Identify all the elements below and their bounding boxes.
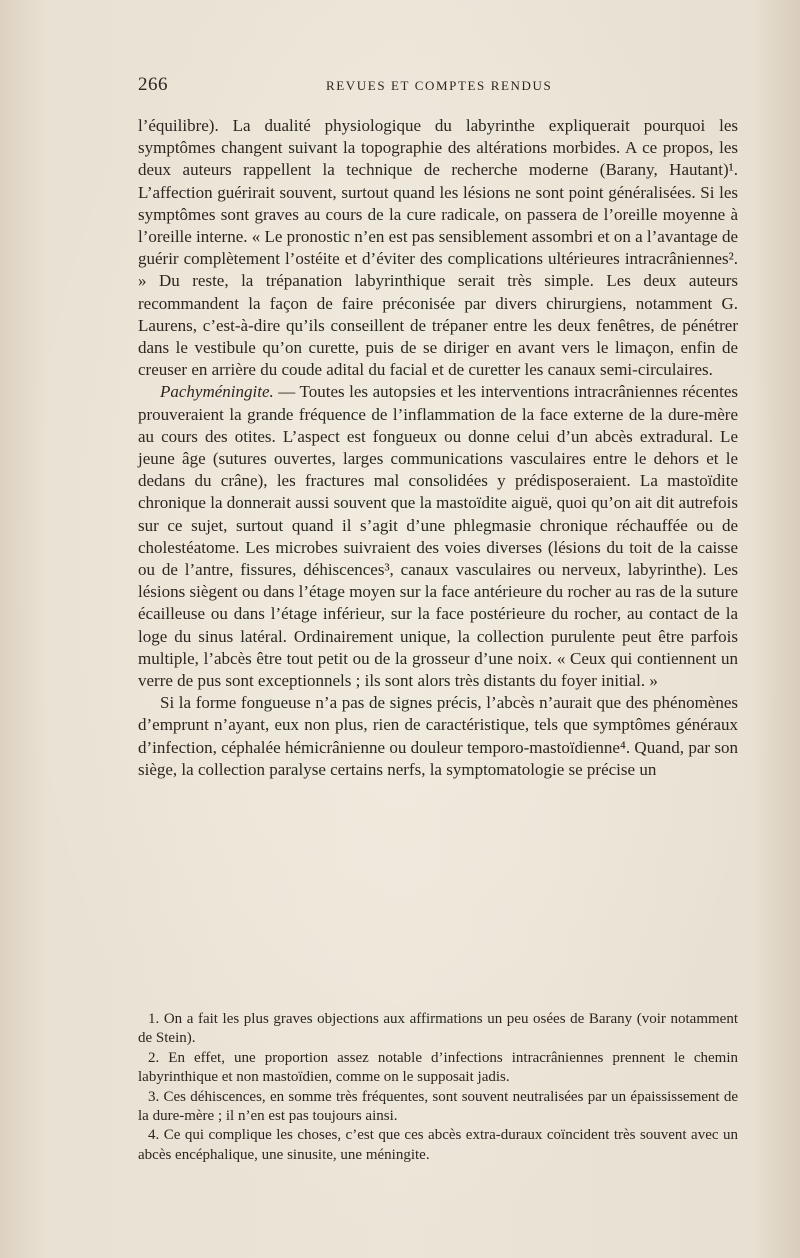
paragraph-1: l’équilibre). La dualité physiologique du labyrinthe expliquerait pourquoi les symptômes changent suivant la topographie des altérations morbides. A ce propos, les deux auteurs rappellent la technique de recherche moderne (Barany, Hautant)¹. L’affection guérirait souvent, surtout quand les lésions ne sont point généralisées. Si les symptômes sont graves au cours de la cure radicale, on passera de l’oreille moyenne à l’oreille interne. « Le pronostic n’en est pas sensiblement assombri et on a l’avantage de guérir complètement l’ostéite et d’éviter des complications ultérieures intracrâniennes². » Du reste, la trépanation labyrinthique serait très simple. Les deux auteurs recommandent la façon de faire préconisée par divers chirurgiens, notamment G. Laurens, c’est-à-dire qu’ils conseillent de trépaner entre les deux fenêtres, de pénétrer dans le vestibule qu’on curette, puis de se diriger en avant vers le limaçon, enfin de creuser en arrière du coude adital du facial et de curetter les canaux semi-circulaires. xyxy=(138,116,738,380)
paragraph-pachymeningite xyxy=(138,381,738,692)
paragraph-2-text: — Toutes les autopsies et les interventions intracrâniennes récentes prouveraient la grande fréquence de l’inflammation de la face externe de la dure-mère au cours des otites. L’aspect est fongueux ou donne celui d’un abcès extradural. Le jeune âge (sutures ouvertes, larges communications vasculaires entre le dehors et le dedans du crâne), les fractures mal consolidées y prédisposeraient. La mastoïdite chronique la donnerait aussi souvent que la mastoïdite aiguë, quoi qu’on ait dit autrefois sur ce sujet, surtout quand il s’agit d’une phlegmasie chronique réchauffée ou de cholestéatome. Les microbes suivraient des voies diverses (lésions du toit de la caisse ou de l’antre, fissures, déhiscences³, canaux vasculaires ou nerveux, labyrinthe). Les lésions siègent ou dans l’étage moyen sur la face antérieure du rocher au ras de la suture écailleuse ou dans l’étage inférieur, sur la face postérieure du rocher, au contact de la loge du sinus latéral. Ordinairement unique, la collection purulente peut être parfois multiple, l’abcès être tout petit ou de la grosseur d’une noix. « Ceux qui contiennent un verre de pus sont exceptionnels ; ils sont alors très distants du foyer initial. » xyxy=(138,382,738,691)
paragraph-3: Si la forme fongueuse n’a pas de signes précis, l’abcès n’aurait que des phénomènes d’emprunt n’ayant, eux non plus, rien de caractéristique, tels que symptômes généraux d’infection, céphalée hémicrânienne ou douleur temporo-mastoïdienne⁴. Quand, par son siège, la collection paralyse certains nerfs, la symptomatologie se précise un xyxy=(138,693,738,779)
footnote-1: 1. On a fait les plus graves objections aux affirmations un peu osées de Barany (voir notamment de Stein). xyxy=(138,1011,738,1047)
footnote-4: 4. Ce qui complique les choses, c’est que ces abcès extra-duraux coïncident très souvent avec un abcès encéphalique, une sinusite, une méningite. xyxy=(138,1127,738,1163)
body-text xyxy=(138,115,738,781)
page-number: 266 xyxy=(138,74,168,95)
footnotes xyxy=(138,1010,738,1165)
footnote-3: 3. Ces déhiscences, en somme très fréquentes, sont souvent neutralisées par un épaississement de la dure-mère ; il n’en est pas toujours ainsi. xyxy=(138,1088,738,1125)
running-head: REVUES ET COMPTES RENDUS xyxy=(326,78,553,93)
section-title-pachymeningite: Pachyméningite. xyxy=(160,382,274,402)
footnote-2: 2. En effet, une proportion assez notable d’infections intracrâniennes prennent le chemin labyrinthique et non mastoïdien, comme on le supposait jadis. xyxy=(138,1049,738,1086)
page-header xyxy=(138,74,738,98)
